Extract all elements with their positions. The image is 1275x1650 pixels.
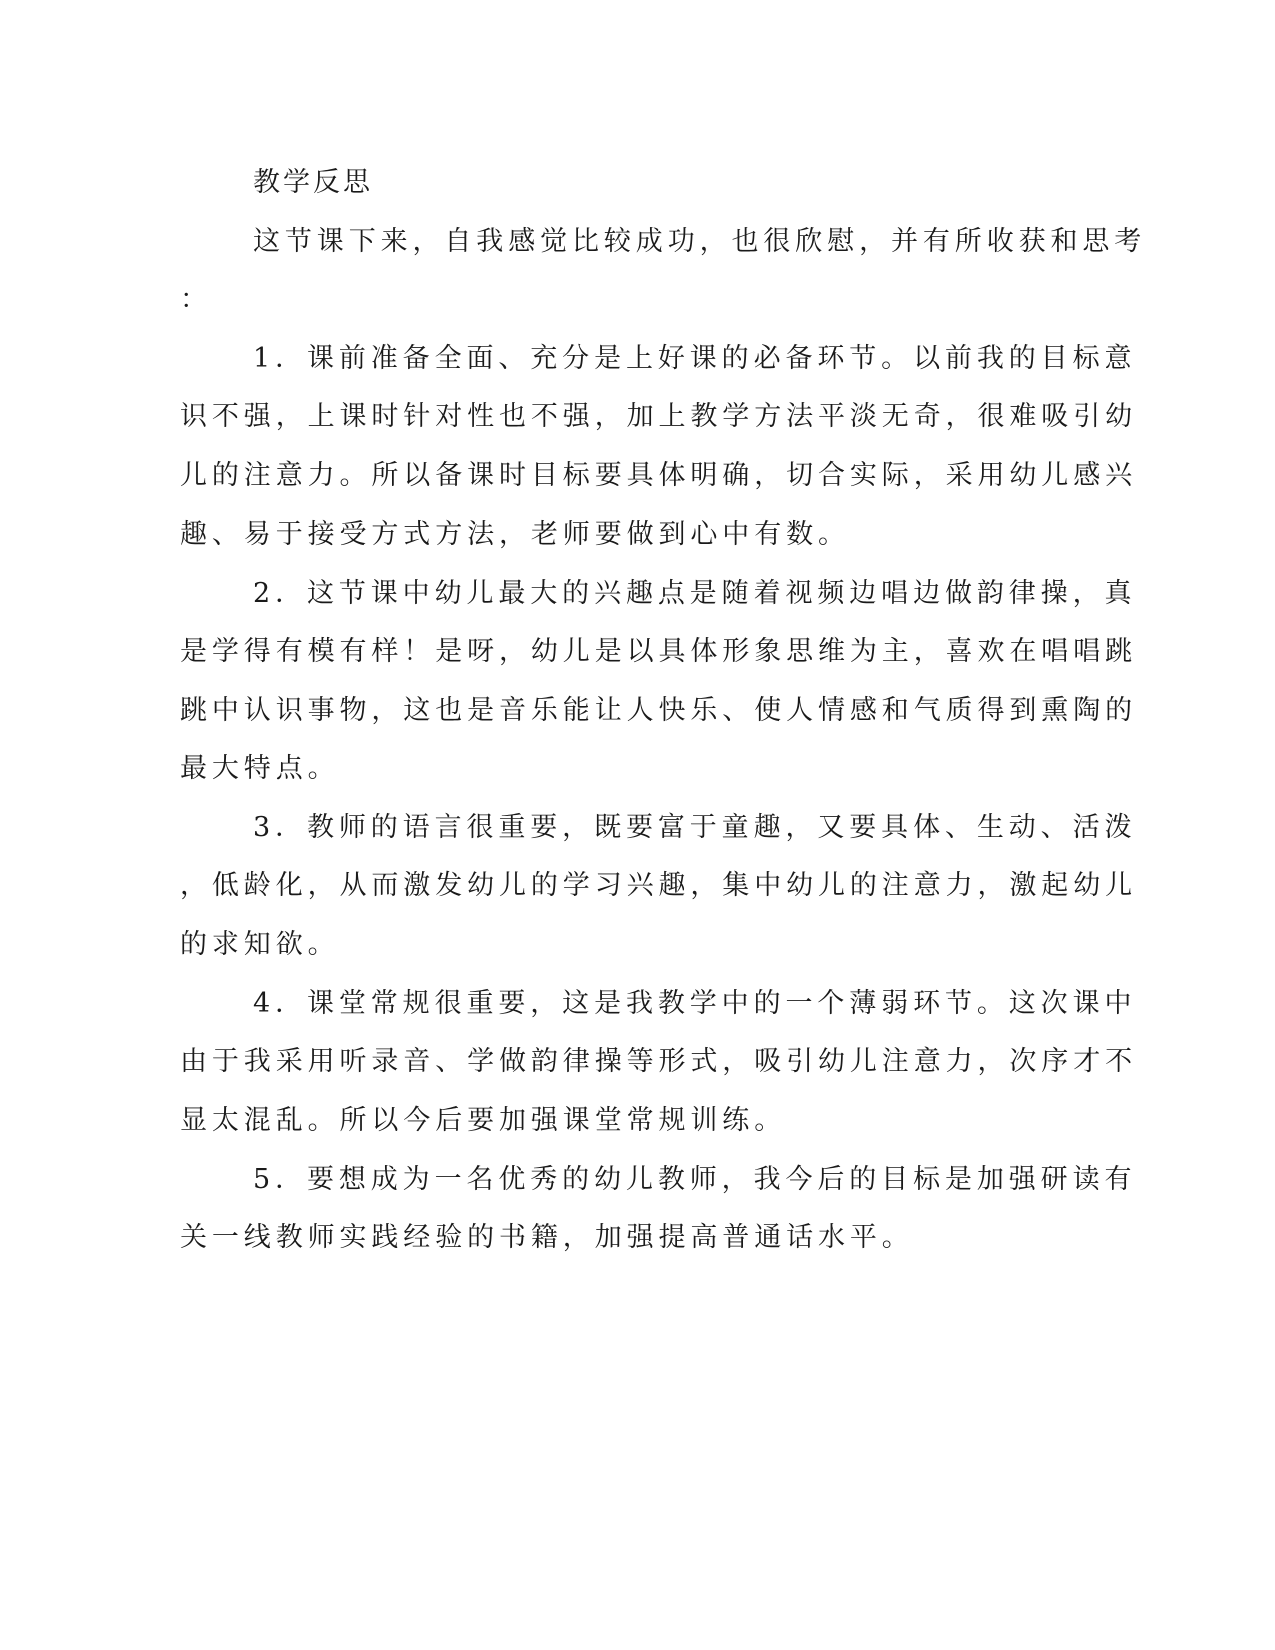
intro-line: ：	[180, 284, 207, 315]
intro-line: 这节课下来，自我感觉比较成功，也很欣慰，并有所收获和思考	[253, 226, 1147, 257]
item-3-line: 的求知欲。	[180, 929, 340, 960]
item-4-line: 显太混乱。所以今后要加强课堂常规训练。	[180, 1105, 787, 1136]
item-5-line: 5．要想成为一名优秀的幼儿教师，我今后的目标是加强研读有	[253, 1164, 1137, 1195]
item-3-line: ，低龄化，从而激发幼儿的学习兴趣，集中幼儿的注意力，激起幼儿	[180, 870, 1137, 901]
item-5-line: 关一线教师实践经验的书籍，加强提高普通话水平。	[180, 1222, 914, 1253]
document-title: 教学反思	[253, 167, 373, 198]
item-2-line: 最大特点。	[180, 753, 340, 784]
item-1-line: 趣、易于接受方式方法，老师要做到心中有数。	[180, 519, 850, 550]
item-2-line: 2．这节课中幼儿最大的兴趣点是随着视频边唱边做韵律操，真	[253, 578, 1137, 609]
item-4-line: 由于我采用听录音、学做韵律操等形式，吸引幼儿注意力，次序才不	[180, 1046, 1137, 1077]
item-1-line: 儿的注意力。所以备课时目标要具体明确，切合实际，采用幼儿感兴	[180, 460, 1137, 491]
item-1-line: 1．课前准备全面、充分是上好课的必备环节。以前我的目标意	[253, 343, 1137, 374]
item-2-line: 跳中认识事物，这也是音乐能让人快乐、使人情感和气质得到熏陶的	[180, 695, 1137, 726]
item-1-line: 识不强，上课时针对性也不强，加上教学方法平淡无奇，很难吸引幼	[180, 401, 1137, 432]
item-4-line: 4．课堂常规很重要，这是我教学中的一个薄弱环节。这次课中	[253, 988, 1137, 1019]
item-2-line: 是学得有模有样！是呀，幼儿是以具体形象思维为主，喜欢在唱唱跳	[180, 636, 1137, 667]
item-3-line: 3．教师的语言很重要，既要富于童趣，又要具体、生动、活泼	[253, 812, 1137, 843]
